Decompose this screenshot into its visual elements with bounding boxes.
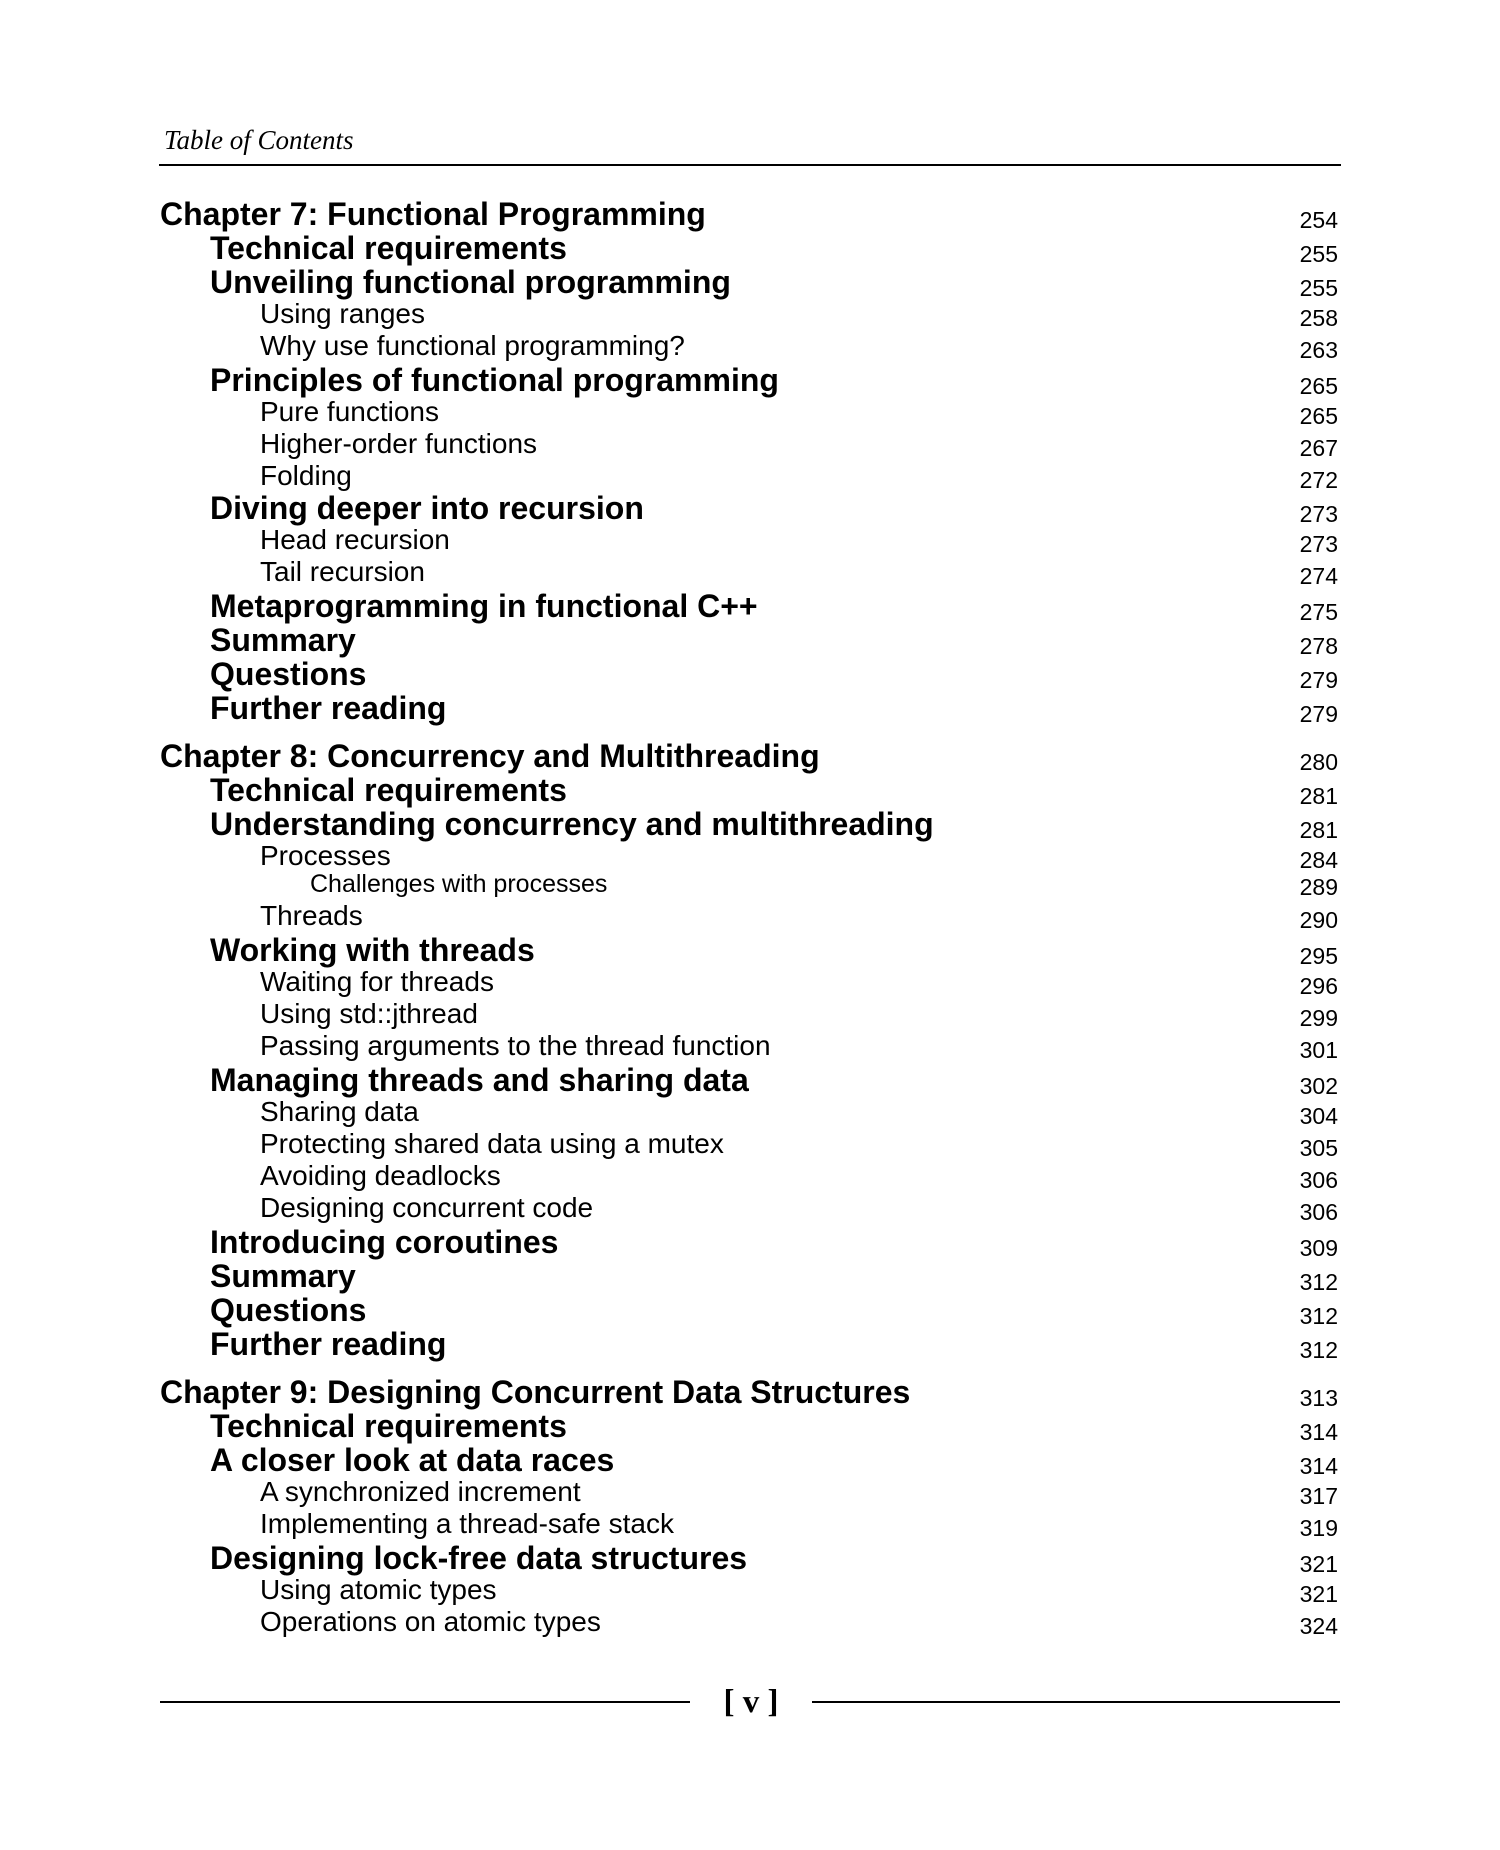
- toc-entry-page: 321: [1299, 1581, 1338, 1607]
- toc-entry-page: 299: [1299, 1005, 1338, 1031]
- toc-entry-title: Processes: [260, 840, 391, 871]
- toc-entry-page: 265: [1299, 373, 1338, 399]
- toc-entry-page: 255: [1299, 241, 1338, 267]
- toc-entry-page: 309: [1299, 1235, 1338, 1261]
- toc-entry-page: 319: [1299, 1515, 1338, 1541]
- toc-entry-title: Designing concurrent code: [260, 1192, 594, 1223]
- toc-entry-title: Using ranges: [260, 298, 425, 329]
- toc-entry-page: 279: [1299, 701, 1338, 727]
- toc-entry-title: Introducing coroutines: [210, 1224, 559, 1260]
- toc-entry-page: 324: [1299, 1613, 1338, 1639]
- toc-entry-title: Questions: [210, 656, 367, 692]
- toc-entry-title: Technical requirements: [210, 1408, 567, 1444]
- toc-entry-title: Tail recursion: [260, 556, 425, 587]
- footer-rule-right: [812, 1701, 1340, 1703]
- toc-entry-page: 281: [1299, 783, 1338, 809]
- toc-entry-title: Implementing a thread-safe stack: [260, 1508, 674, 1539]
- toc-entry-title: Challenges with processes: [310, 870, 608, 898]
- footer-rule-left: [160, 1701, 690, 1703]
- toc-entry-page: 314: [1299, 1419, 1338, 1445]
- toc-entry-title: Folding: [260, 460, 352, 491]
- toc-entry-title: Understanding concurrency and multithreading: [210, 806, 934, 842]
- toc-entry-title: Operations on atomic types: [260, 1606, 601, 1637]
- toc-entry-title: Higher-order functions: [260, 428, 538, 459]
- toc-entry-page: 296: [1299, 973, 1338, 999]
- toc-entry-title: Diving deeper into recursion: [210, 490, 644, 526]
- toc-entry-page: 306: [1299, 1167, 1338, 1193]
- toc-entry-page: 265: [1299, 403, 1338, 429]
- toc-entry-page: 295: [1299, 943, 1338, 969]
- toc-entry-title: Metaprogramming in functional C++: [210, 588, 758, 624]
- toc-entry-title: Waiting for threads: [260, 966, 494, 997]
- toc-entry-page: 302: [1299, 1073, 1338, 1099]
- toc-entry-page: 314: [1299, 1453, 1338, 1479]
- page-number: [ v ]: [723, 1684, 779, 1720]
- toc-entry-title: Chapter 8: Concurrency and Multithreading: [160, 738, 820, 774]
- running-head: Table of Contents: [164, 125, 354, 155]
- toc-entry-page: 254: [1299, 207, 1338, 233]
- toc-entry-page: 278: [1299, 633, 1338, 659]
- toc-entry-page: 289: [1299, 874, 1338, 900]
- toc-entry-title: Technical requirements: [210, 772, 567, 808]
- toc-entry-page: 275: [1299, 599, 1338, 625]
- toc-entry-title: Pure functions: [260, 396, 439, 427]
- toc-entry-title: Using atomic types: [260, 1574, 497, 1605]
- toc-entry-page: 272: [1299, 467, 1338, 493]
- toc-entry-page: 301: [1299, 1037, 1338, 1063]
- toc-entry-page: 304: [1299, 1103, 1338, 1129]
- toc-entry-title: Protecting shared data using a mutex: [260, 1128, 724, 1159]
- toc-entry-title: Chapter 7: Functional Programming: [160, 196, 706, 232]
- toc-entry-title: Passing arguments to the thread function: [260, 1030, 771, 1061]
- toc-entry-page: 279: [1299, 667, 1338, 693]
- toc-entry-title: Chapter 9: Designing Concurrent Data Structures: [160, 1374, 911, 1410]
- toc-entry-page: 305: [1299, 1135, 1338, 1161]
- toc-entry-page: 267: [1299, 435, 1338, 461]
- toc-entry-title: Summary: [210, 1258, 356, 1294]
- toc-entry-page: 312: [1299, 1337, 1338, 1363]
- toc-entry-title: A synchronized increment: [260, 1476, 581, 1507]
- toc-entry-title: Working with threads: [210, 932, 535, 968]
- toc-entry-page: 321: [1299, 1551, 1338, 1577]
- toc-entry-title: Technical requirements: [210, 230, 567, 266]
- toc-entry-page: 273: [1299, 531, 1338, 557]
- toc-entry-page: 263: [1299, 337, 1338, 363]
- toc-entry-title: Threads: [260, 900, 363, 931]
- toc-entry-title: Sharing data: [260, 1096, 419, 1127]
- toc-entry-title: Head recursion: [260, 524, 450, 555]
- toc-entry-page: 274: [1299, 563, 1338, 589]
- toc-entry-page: 258: [1299, 305, 1338, 331]
- toc-entry-title: Further reading: [210, 1326, 447, 1362]
- toc-entry-title: Using std::jthread: [260, 998, 478, 1029]
- toc-entry-page: 255: [1299, 275, 1338, 301]
- toc-entry-title: Questions: [210, 1292, 367, 1328]
- toc-entry-page: 290: [1299, 907, 1338, 933]
- toc-entry-page: 306: [1299, 1199, 1338, 1225]
- toc-entry-page: 284: [1299, 847, 1338, 873]
- toc-entry-title: Why use functional programming?: [260, 330, 685, 361]
- toc-entry-page: 313: [1299, 1385, 1338, 1411]
- toc-entry-page: 317: [1299, 1483, 1338, 1509]
- toc-entry-title: Designing lock-free data structures: [210, 1540, 748, 1576]
- toc-entry-title: Managing threads and sharing data: [210, 1062, 749, 1098]
- toc-entry-title: Avoiding deadlocks: [260, 1160, 501, 1191]
- toc-entry-page: 281: [1299, 817, 1338, 843]
- toc-entry-title: A closer look at data races: [210, 1442, 615, 1478]
- toc-entry-title: Summary: [210, 622, 356, 658]
- toc-entry-page: 273: [1299, 501, 1338, 527]
- toc-entry-page: 280: [1299, 749, 1338, 775]
- toc-entry-page: 312: [1299, 1303, 1338, 1329]
- toc-entry-title: Further reading: [210, 690, 447, 726]
- toc-entry-title: Unveiling functional programming: [210, 264, 731, 300]
- toc-entry-page: 312: [1299, 1269, 1338, 1295]
- toc-entry-title: Principles of functional programming: [210, 362, 779, 398]
